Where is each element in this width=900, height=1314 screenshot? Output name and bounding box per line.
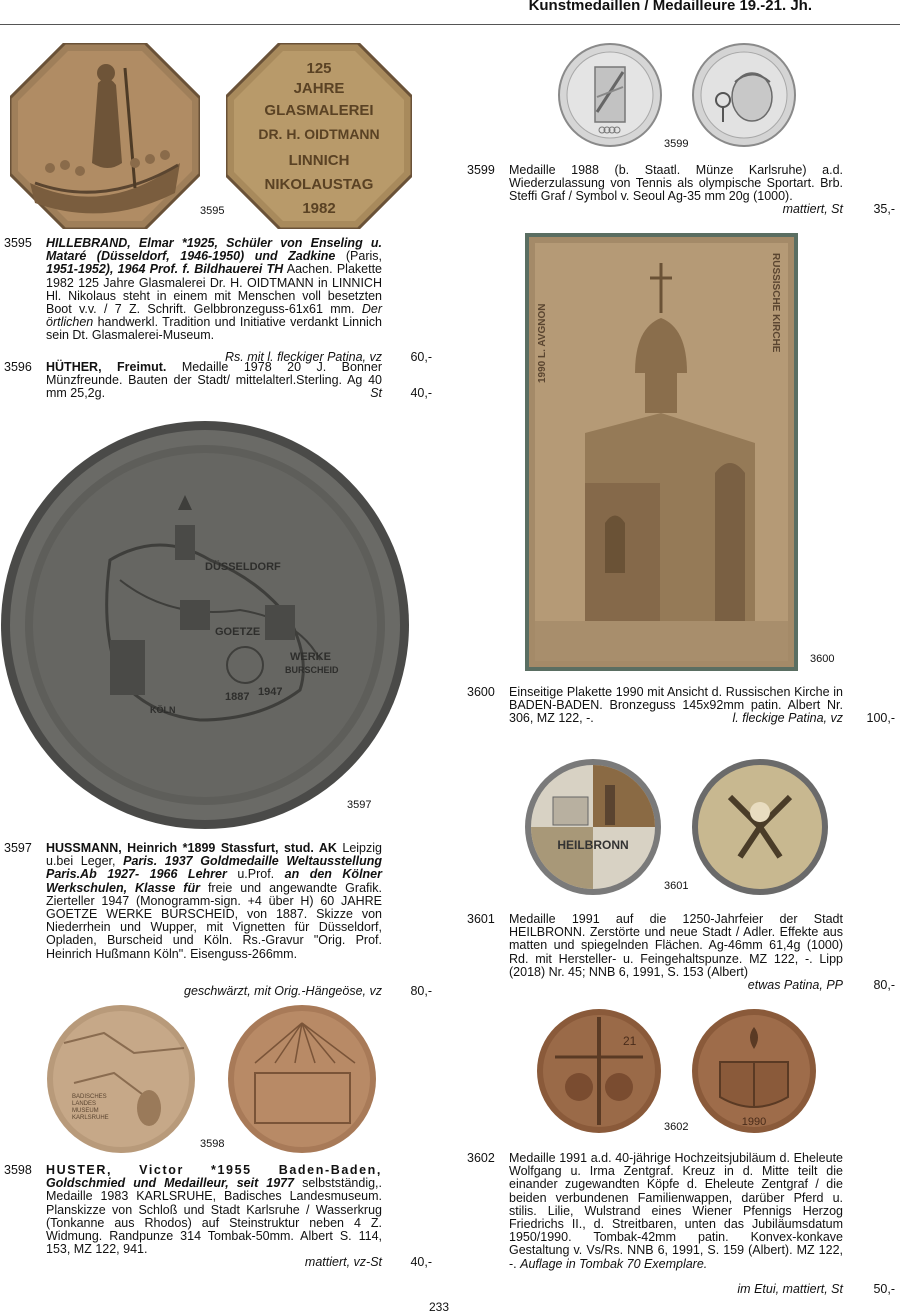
lot-number: 3597	[4, 841, 32, 855]
lot-3602-obverse-image	[535, 1007, 663, 1135]
lot-3597-entry	[4, 842, 432, 1002]
lot-3597-desc-b: Paris. 1937 Goldmedaille Weltausstellung Paris.Ab 1927- 1966 Lehrer	[46, 854, 382, 882]
lot-3595-entry	[4, 237, 432, 365]
lot-3600-image-label: 3600	[810, 653, 835, 665]
lot-condition: mattiert, vz-St	[304, 1255, 382, 1269]
lot-3597-desc-c: u.Prof.	[226, 867, 285, 882]
lot-3599-obverse-image	[557, 42, 663, 148]
lot-condition: St	[370, 386, 382, 400]
lot-3601-reverse-image	[690, 757, 831, 897]
lot-3601-entry	[467, 913, 895, 997]
lot-price: 80,-	[410, 984, 432, 998]
lot-3597-plate-text-goetze: GOETZE	[215, 626, 261, 638]
lot-condition: etwas Patina, PP	[747, 978, 843, 992]
lot-3595-reverse-line-7: 1982	[302, 200, 336, 217]
lot-3602-image-label: 3602	[664, 1121, 689, 1133]
lot-price: 100,-	[866, 711, 895, 725]
lot-number: 3596	[4, 360, 32, 374]
lot-3597-plate-text-werke: WERKE	[290, 651, 331, 663]
lot-condition: mattiert, St	[782, 202, 843, 216]
lot-3601-desc: Medaille 1991 auf die 1250-Jahrfeier der Stadt HEILBRONN. Zerstörte und neue Stadt / Adler. Effekte aus matten und spiegelnden Flächen. Ag-46mm 61,4g (1000) Rd. mit Hersteller- u. Feingehaltspunze. MZ 122, -. Lipp (2018) Nr. 45; NNB 6, 1991, S. 153 (Albert)	[509, 912, 843, 979]
lot-3601-obverse-image	[523, 757, 664, 897]
lot-3595-desc-d: Der örtlichen	[46, 302, 382, 330]
lot-price: 50,-	[873, 1282, 895, 1296]
lot-3595-obverse-image	[10, 43, 200, 229]
lot-3599-entry	[467, 164, 895, 220]
lot-price: 40,-	[410, 386, 432, 400]
lot-condition: Rs. mit l. fleckiger Patina, vz	[225, 350, 382, 364]
lot-3599-image-label: 3599	[664, 138, 689, 150]
lot-3598-obverse-image	[44, 1003, 199, 1155]
lot-3597-plate-text-koeln: KÖLN	[150, 705, 176, 715]
lot-3595-reverse-image	[226, 43, 412, 229]
lot-3596-artist: HÜTHER, Freimut.	[46, 360, 167, 374]
lot-3598-image-label: 3598	[200, 1138, 225, 1150]
lot-3595-desc-c: Aachen. Plakette 1982 125 Jahre Glasmalerei Dr. H. OIDTMANN in LINNICH Hl. Nikolaus steht in einem mit Menschen voll besetzten Boot v.v. / 7 Z. Schrift. Gelbbronzeguss-61x61 mm.	[46, 262, 382, 317]
lot-3599-reverse-image	[690, 42, 798, 148]
lot-3597-plate-text-1947: 1947	[258, 686, 283, 698]
lot-price: 80,-	[873, 978, 895, 992]
lot-number: 3602	[467, 1151, 495, 1165]
lot-description	[509, 913, 843, 979]
lot-3598-reverse-image	[225, 1003, 380, 1155]
lot-3595-reverse-line-2: JAHRE	[293, 80, 345, 97]
lot-3600-plaque-image	[525, 233, 798, 671]
lot-number: 3601	[467, 912, 495, 926]
page-header	[0, 0, 900, 25]
lot-3602-reverse-image	[690, 1007, 818, 1135]
lot-description	[509, 1152, 843, 1271]
lot-3595-image-label: 3595	[200, 205, 225, 217]
lot-3598-desc-c: selbstständig,. Medaille 1983 KARLSRUHE, Badisches Landesmuseum. Planskizze von Schloß und Stadt Karlsruhe / Wasserkrug (Tonkanne aus Rhodos) auf Steinstruktur neben 4 Z. Widmung. Randpunze 314 Tombak-50mm. Albert S. 114, 153, MZ 122, 941.	[46, 1176, 382, 1257]
lot-3598-entry	[4, 1164, 432, 1274]
lot-3597-desc-e: freie und angewandte Grafik. Zierteller 1947 (Monogramm-sign. +4 über H) 60 JAHRE GOETZE WERKE BURSCHEID, von 1887. Skizze von Niederrhein und Wupper, mit Vignetten für Düsseldorf, Opladen, Burscheid und Köln. Rs.-Gravur "Orig. Prof. Heinrich Hußmann Köln". Eisenguss-266mm.	[46, 880, 382, 961]
lot-3598-obverse-text-4: KARLSRUHE	[72, 1115, 109, 1121]
lot-3598-artist: HUSTER, Victor *1955 Baden-Baden,	[46, 1163, 382, 1177]
lot-description	[46, 842, 382, 961]
lot-3596-entry	[4, 361, 432, 403]
lot-description	[46, 361, 382, 401]
lot-3595-reverse-line-1: 125	[306, 60, 332, 77]
lot-3602-edition: Auflage in Tombak 70 Exemplare.	[520, 1256, 708, 1271]
lot-3597-desc-d: an den Kölner Werkschulen, Klasse für	[46, 867, 382, 895]
lot-3600-entry	[467, 686, 895, 730]
lot-3599-desc: Medaille 1988 (b. Staatl. Münze Karlsruhe) a.d. Wiederzulassung von Tennis als olympische Sportart. Brb. Steffi Graf / Symbol v. Seoul Ag-35 mm 20g (1000).	[509, 163, 843, 204]
lot-3602-reverse-text-year: 1990	[741, 1116, 767, 1128]
lot-3600-plaque-text-russische: RUSSISCHE KIRCHE	[770, 253, 781, 353]
lot-3602-desc: Medaille 1991 a.d. 40-jährige Hochzeitsjubiläum d. Eheleute Wolfgang u. Irma Zentgraf. Kreuz in d. Mitte teilt die einander zugewandten Köpfe d. Eheleute Zentgraf / die beiden verbundenen Familienwappen, darüber Pferd u. stilis. Lilie, Wulstrand eines Wiener Pfennigs Herzog Friedrichs II., d. Streitbaren, unten das Jubiläumsdatum 1950/1990. Tombak-42mm patin. Konvex-konkave Gestaltung v. Vs/Rs. NNB 6, 1991, S. 159 (Albert). MZ 122, -.	[509, 1151, 843, 1271]
lot-3602-obverse-text: 21	[623, 1034, 637, 1048]
lot-condition: l. fleckige Patina, vz	[732, 711, 843, 725]
lot-3595-reverse-line-4: DR. H. OIDTMANN	[258, 126, 380, 142]
lot-3598-desc-b: Goldschmied und Medailleur, seit 1977	[46, 1176, 295, 1191]
lot-3595-desc-e: handwerkl. Tradition und Initiative verdankt Linnich sein Dt. Glasmalerei-Museum.	[46, 315, 382, 343]
page-number: 233	[429, 1300, 450, 1314]
lot-3595-artist: HILLEBRAND, Elmar *1925, Schüler von Enseling u. Mataré (Düsseldorf, 1946-1950) und Zadkine	[46, 236, 382, 264]
lot-condition: im Etui, mattiert, St	[737, 1282, 843, 1296]
lot-3597-plate-image	[0, 420, 410, 830]
lot-3602-entry	[467, 1152, 895, 1302]
lot-price: 60,-	[410, 350, 432, 364]
lot-3595-reverse-line-6: NIKOLAUSTAG	[264, 176, 374, 193]
lot-3601-image-label: 3601	[664, 880, 689, 892]
lot-3597-plate-text-1887: 1887	[225, 691, 250, 703]
lot-3598-obverse-text-2: LANDES	[72, 1101, 97, 1107]
lot-3597-plate-text-burscheid: BURSCHEID	[285, 665, 339, 675]
lot-3595-reverse-line-3: GLASMALEREI	[264, 102, 374, 119]
lot-price: 40,-	[410, 1255, 432, 1269]
lot-3597-desc-a: Leipzig u.bei Leger,	[46, 841, 382, 869]
lot-3597-plate-text-duesseldorf: DÜSSELDORF	[205, 561, 281, 573]
lot-number: 3598	[4, 1163, 32, 1177]
lot-description	[509, 164, 843, 204]
lot-3600-plaque-text-date: 1990 L. AVGNON	[537, 303, 548, 383]
lot-description	[46, 1164, 382, 1256]
lot-condition: geschwärzt, mit Orig.-Hängeöse, vz	[184, 984, 382, 998]
lot-description	[46, 237, 382, 343]
lot-3598-obverse-text-1: BADISCHES	[72, 1094, 107, 1100]
lot-3597-image-label: 3597	[347, 799, 372, 811]
lot-number: 3595	[4, 236, 32, 250]
lot-3600-desc: Einseitige Plakette 1990 mit Ansicht d. Russischen Kirche in BADEN-BADEN. Bronzeguss 145x92mm patin. Albert Nr. 306, MZ 122, -.	[509, 685, 843, 726]
lot-3595-reverse-line-5: LINNICH	[288, 152, 350, 169]
page-header-title: Kunstmedaillen / Medailleure 19.-21. Jh.	[528, 0, 812, 14]
lot-3595-desc-a: (Paris,	[345, 249, 382, 264]
lot-3597-artist: HUSSMANN, Heinrich *1899 Stassfurt, stud. AK	[46, 841, 337, 855]
lot-number: 3599	[467, 163, 495, 177]
lot-3595-desc-b: 1951-1952), 1964 Prof. f. Bildhauerei TH	[46, 262, 284, 277]
lot-number: 3600	[467, 685, 495, 699]
lot-3598-obverse-text-3: MUSEUM	[72, 1108, 99, 1114]
lot-price: 35,-	[873, 202, 895, 216]
lot-3596-desc: Medaille 1978 20 J. Bonner Münzfreunde. Bauten der Stadt/ mittelalterl.Sterling. Ag 40 mm 25,2g.	[46, 360, 382, 401]
lot-3601-obverse-text: HEILBRONN	[557, 838, 629, 852]
